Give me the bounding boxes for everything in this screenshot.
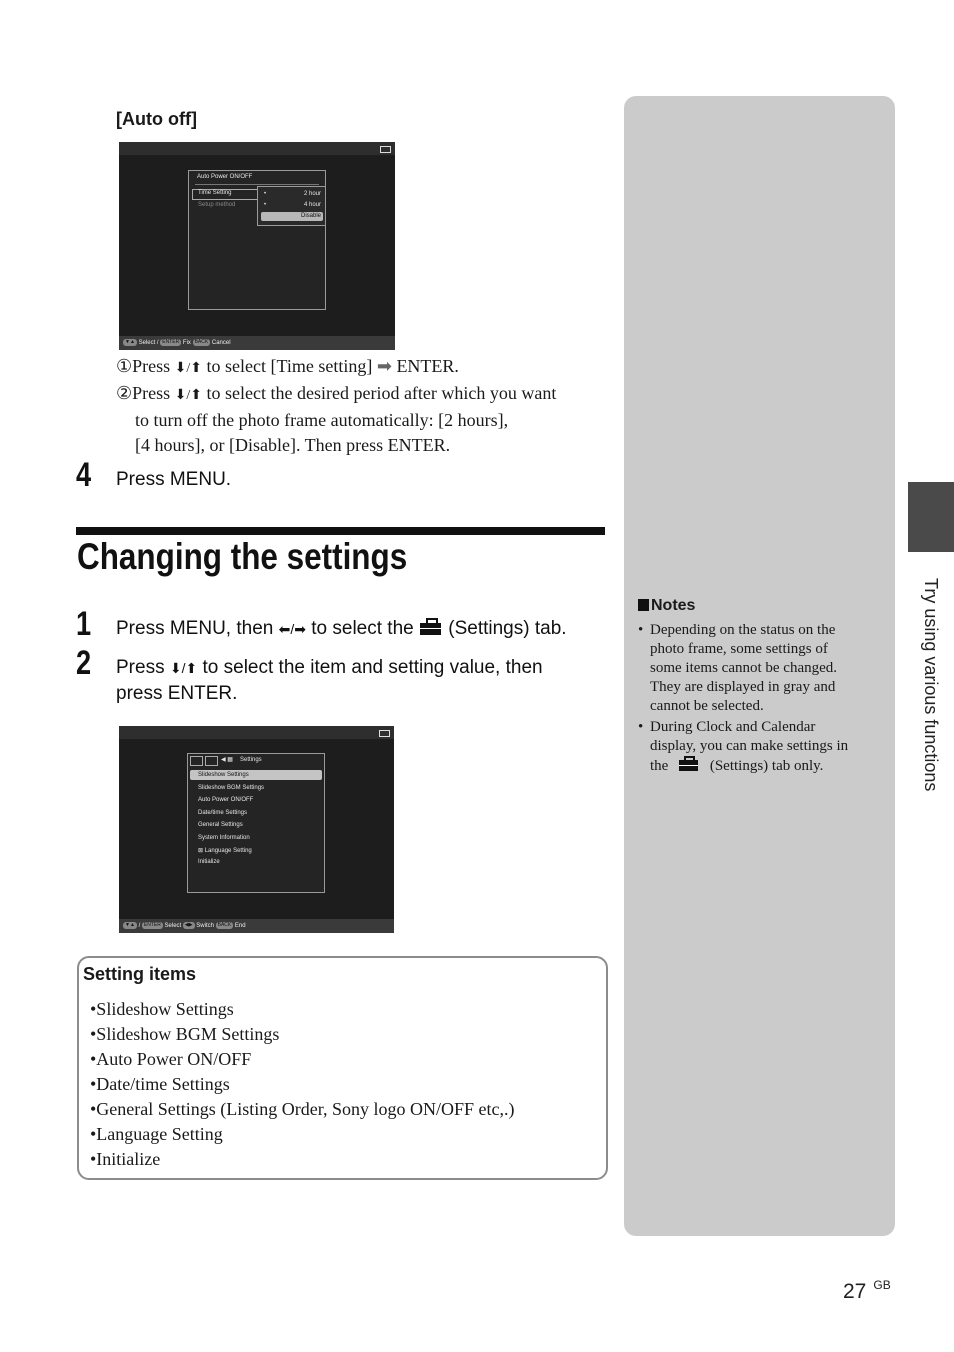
step-1-text: Press MENU, then ⬅/➡ to select the (Settings) tab.: [116, 618, 567, 639]
settings-panel: [187, 753, 325, 893]
settings-item[interactable]: Auto Power ON/OFF: [198, 797, 254, 803]
settings-item[interactable]: ⊠ Language Setting: [198, 848, 252, 854]
settings-screenshot: [119, 726, 394, 933]
screen-top-bar: [119, 726, 394, 739]
list-item: •Auto Power ON/OFF: [90, 1049, 252, 1069]
enter-key: ENTER: [162, 338, 180, 345]
view-tab-icon[interactable]: [205, 756, 218, 766]
note-icon: [638, 599, 649, 611]
setting-items-list: [90, 997, 515, 1172]
back-key: BACK: [194, 338, 209, 345]
settings-tab-label: Settings: [240, 757, 262, 763]
settings-item[interactable]: Slideshow Settings: [198, 772, 249, 778]
toolbox-icon[interactable]: ◀ ▦: [221, 757, 233, 763]
settings-item[interactable]: Slideshow BGM Settings: [198, 785, 265, 791]
instruction-step-2: ②Press ⬇/⬆ to select the desired period after which you want: [116, 383, 557, 403]
screen-top-bar: [119, 142, 395, 155]
settings-item[interactable]: Date/time Settings: [198, 810, 248, 816]
section-rule: [76, 527, 605, 535]
down-up-arrow-icon: ⬇/⬆: [174, 361, 203, 376]
down-up-arrow-icon: ⬇/⬆: [169, 660, 198, 676]
battery-icon: [379, 730, 390, 737]
radio-dot: •: [264, 202, 267, 208]
note-line: some items cannot be changed.: [650, 660, 838, 676]
step-4-text: Press MENU.: [116, 469, 232, 490]
footer-cancel: Cancel: [211, 340, 231, 346]
setting-items-box: [77, 956, 608, 1180]
side-tab-text: Try using various functions: [921, 578, 941, 792]
section-title: Changing the settings: [77, 536, 408, 577]
left-right-arrow-icon: ⬅/➡: [278, 621, 306, 637]
footer-select: Select: [164, 923, 182, 929]
enter-key: ENTER: [143, 921, 161, 928]
list-item: •Initialize: [90, 1149, 161, 1169]
globe-icon: ⊠: [198, 848, 205, 854]
setting-items-title: Setting items: [83, 964, 197, 984]
note-line: photo frame, some settings of: [650, 641, 828, 657]
footer-select: Select: [138, 340, 156, 346]
instruction-step-1: ①Press ⬇/⬆ to select [Time setting] ➡ ENTER.: [116, 356, 459, 376]
toolbox-icon: [678, 756, 700, 772]
screen-bottom-bar: ▼▲ Select / ENTER Fix BACK Cancel: [119, 336, 395, 350]
note-line: cannot be selected.: [650, 698, 764, 714]
instruction-step-2-line-3: [4 hours], or [Disable]. Then press ENTER.: [135, 435, 451, 455]
step-2-number: 2: [76, 644, 92, 682]
chapter-tab: [908, 482, 954, 552]
option-2-hour[interactable]: 2 hour: [303, 191, 321, 197]
note-line: Depending on the status on the: [650, 622, 836, 638]
page-number: 27 $^{GB}$: [843, 1278, 891, 1303]
notes-title: Notes: [638, 597, 695, 615]
right-arrow-icon: ➡: [376, 356, 392, 376]
settings-item[interactable]: General Settings: [198, 822, 243, 828]
note-line: They are displayed in gray and: [650, 679, 836, 695]
list-item: •Slideshow Settings: [90, 999, 234, 1019]
down-up-arrow-icon: ▼▲: [125, 338, 135, 345]
step-2-line-2: press ENTER.: [116, 683, 238, 704]
list-item: •Slideshow BGM Settings: [90, 1024, 280, 1044]
down-up-arrow-icon: ▼▲: [125, 921, 135, 928]
radio-dot: •: [264, 191, 267, 197]
auto-off-heading: [Auto off]: [116, 109, 197, 129]
step-1-number: 1: [76, 605, 92, 643]
footer-fix: Fix: [182, 340, 191, 346]
time-setting-row[interactable]: Time Setting: [198, 190, 232, 196]
note-line: During Clock and Calendar: [650, 719, 816, 735]
auto-off-instructions: [116, 354, 606, 458]
footer-end: End: [234, 923, 246, 929]
option-4-hour[interactable]: 4 hour: [303, 202, 321, 208]
note-line: display, you can make settings in: [650, 738, 849, 754]
edit-tab-icon[interactable]: [190, 756, 203, 766]
settings-item[interactable]: Initialize: [198, 859, 220, 865]
battery-icon: [380, 146, 391, 153]
back-key: BACK: [217, 921, 232, 928]
settings-item[interactable]: System Information: [198, 835, 250, 841]
footer-switch: Switch: [196, 923, 214, 929]
list-item: •Language Setting: [90, 1124, 223, 1144]
panel-title: Auto Power ON/OFF: [197, 174, 253, 180]
option-disable[interactable]: Disable: [300, 213, 321, 219]
left-right-arrow-icon: ◀▶: [184, 921, 193, 928]
screen-bottom-bar: ▼▲ / ENTER Select ◀▶ Switch BACK End: [119, 919, 394, 933]
list-item: •Date/time Settings: [90, 1074, 230, 1094]
setup-method-row[interactable]: Setup method: [198, 202, 236, 208]
note-2: • During Clock and Calendar display, you can make settings in the (Settings) tab only.: [638, 719, 849, 774]
note-line: the (Settings) tab only.: [650, 758, 824, 774]
instruction-step-2-line-2: to turn off the photo frame automatically: [2 hours],: [135, 410, 509, 430]
time-options-popup: [257, 186, 326, 226]
down-up-arrow-icon: ⬇/⬆: [174, 388, 203, 403]
list-item: •General Settings (Listing Order, Sony logo ON/OFF etc,.): [90, 1099, 515, 1119]
toolbox-icon: [419, 618, 443, 636]
page-suffix: GB: [873, 1278, 891, 1292]
step-2-text: Press ⬇/⬆ to select the item and setting value, then press ENTER.: [116, 655, 606, 706]
step-4-number: 4: [76, 456, 92, 494]
auto-off-screenshot: [119, 142, 395, 350]
note-1: • Depending on the status on the photo frame, some settings of some items cannot be changed. They are displayed in gray and cannot be selected.: [638, 622, 838, 714]
